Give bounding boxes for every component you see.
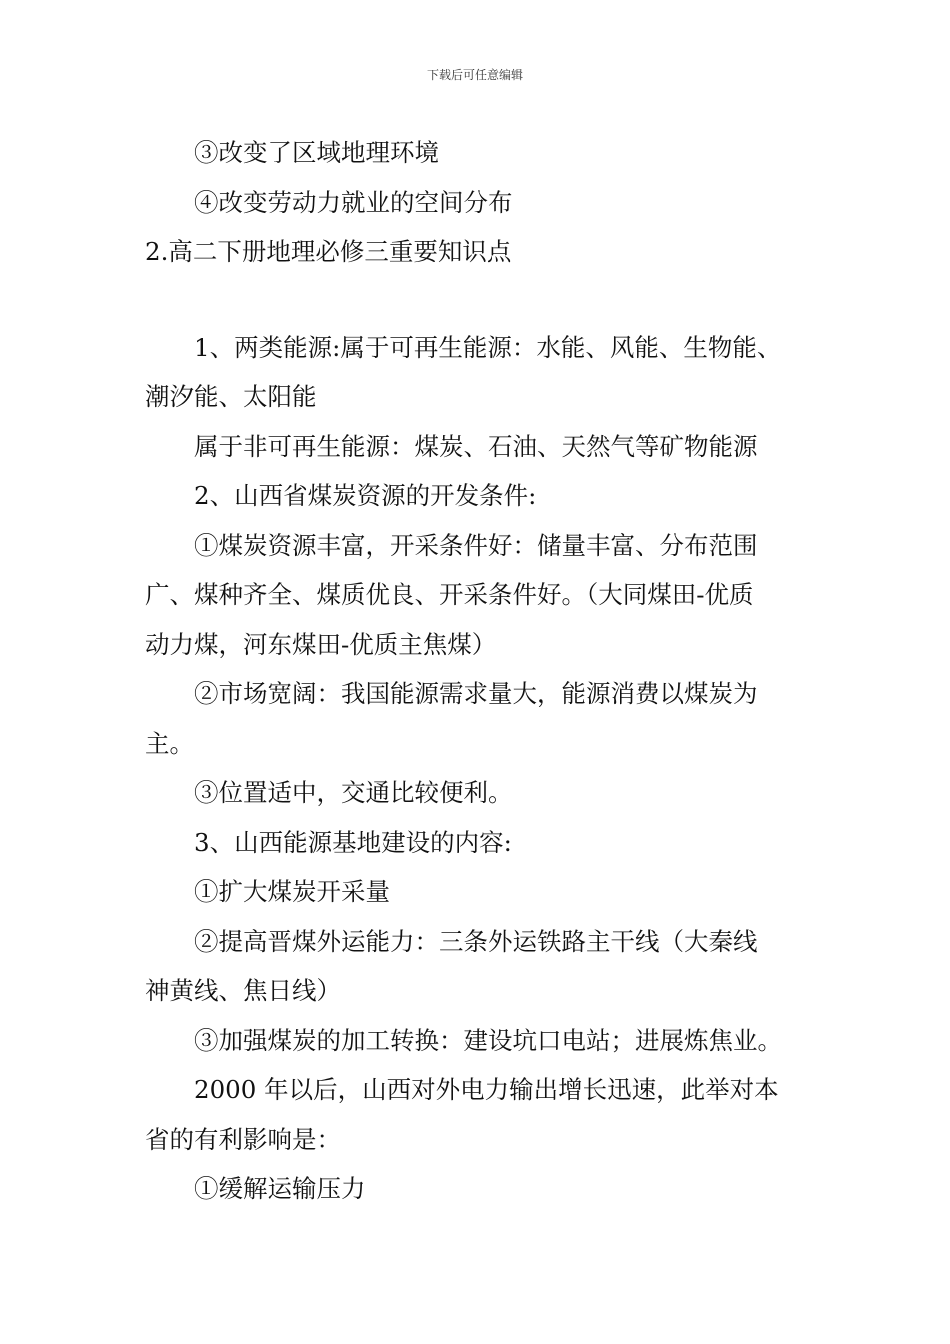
paragraph-line: ①煤炭资源丰富，开采条件好：储量丰富、分布范围 bbox=[194, 530, 758, 560]
paragraph-line: 潮汐能、太阳能 bbox=[145, 382, 317, 411]
document-body bbox=[145, 128, 825, 1214]
paragraph-line: ①缓解运输压力 bbox=[194, 1174, 366, 1203]
paragraph-line: 3、山西能源基地建设的内容: bbox=[194, 827, 512, 857]
page-header-note: 下载后可任意编辑 bbox=[426, 68, 523, 82]
paragraph-line: 主。 bbox=[145, 728, 194, 758]
paragraph-line: 1、两类能源:属于可再生能源：水能、风能、生物能、 bbox=[194, 332, 782, 362]
paragraph-line: ②提高晋煤外运能力：三条外运铁路主干线（大秦线 bbox=[194, 926, 758, 956]
paragraph-line: 动力煤，河东煤田-优质主焦煤） bbox=[145, 629, 497, 659]
paragraph-line: ③改变了区域地理环境 bbox=[194, 138, 439, 167]
paragraph-line: ①扩大煤炭开采量 bbox=[194, 877, 390, 906]
paragraph-line: ③加强煤炭的加工转换：建设坑口电站；进展炼焦业。 bbox=[194, 1025, 782, 1055]
paragraph-line: 广、煤种齐全、煤质优良、开采条件好。（大同煤田-优质 bbox=[145, 580, 754, 609]
paragraph-line: ③位置适中，交通比较便利。 bbox=[194, 778, 513, 807]
paragraph-line: 2000 年以后，山西对外电力输出增长迅速，此举对本 bbox=[194, 1075, 779, 1104]
blank-spacer bbox=[145, 277, 825, 323]
paragraph-line: 神黄线、焦日线） bbox=[145, 976, 341, 1005]
paragraph-line: ②市场宽阔：我国能源需求量大，能源消费以煤炭为 bbox=[194, 679, 758, 708]
paragraph-line: 省的有利影响是： bbox=[145, 1124, 341, 1154]
paragraph-line: ④改变劳动力就业的空间分布 bbox=[194, 187, 513, 217]
paragraph-line: 属于非可再生能源：煤炭、石油、天然气等矿物能源 bbox=[194, 431, 758, 461]
section-heading: 2.高二下册地理必修三重要知识点 bbox=[145, 237, 512, 266]
paragraph-line: 2、山西省煤炭资源的开发条件: bbox=[194, 481, 537, 510]
